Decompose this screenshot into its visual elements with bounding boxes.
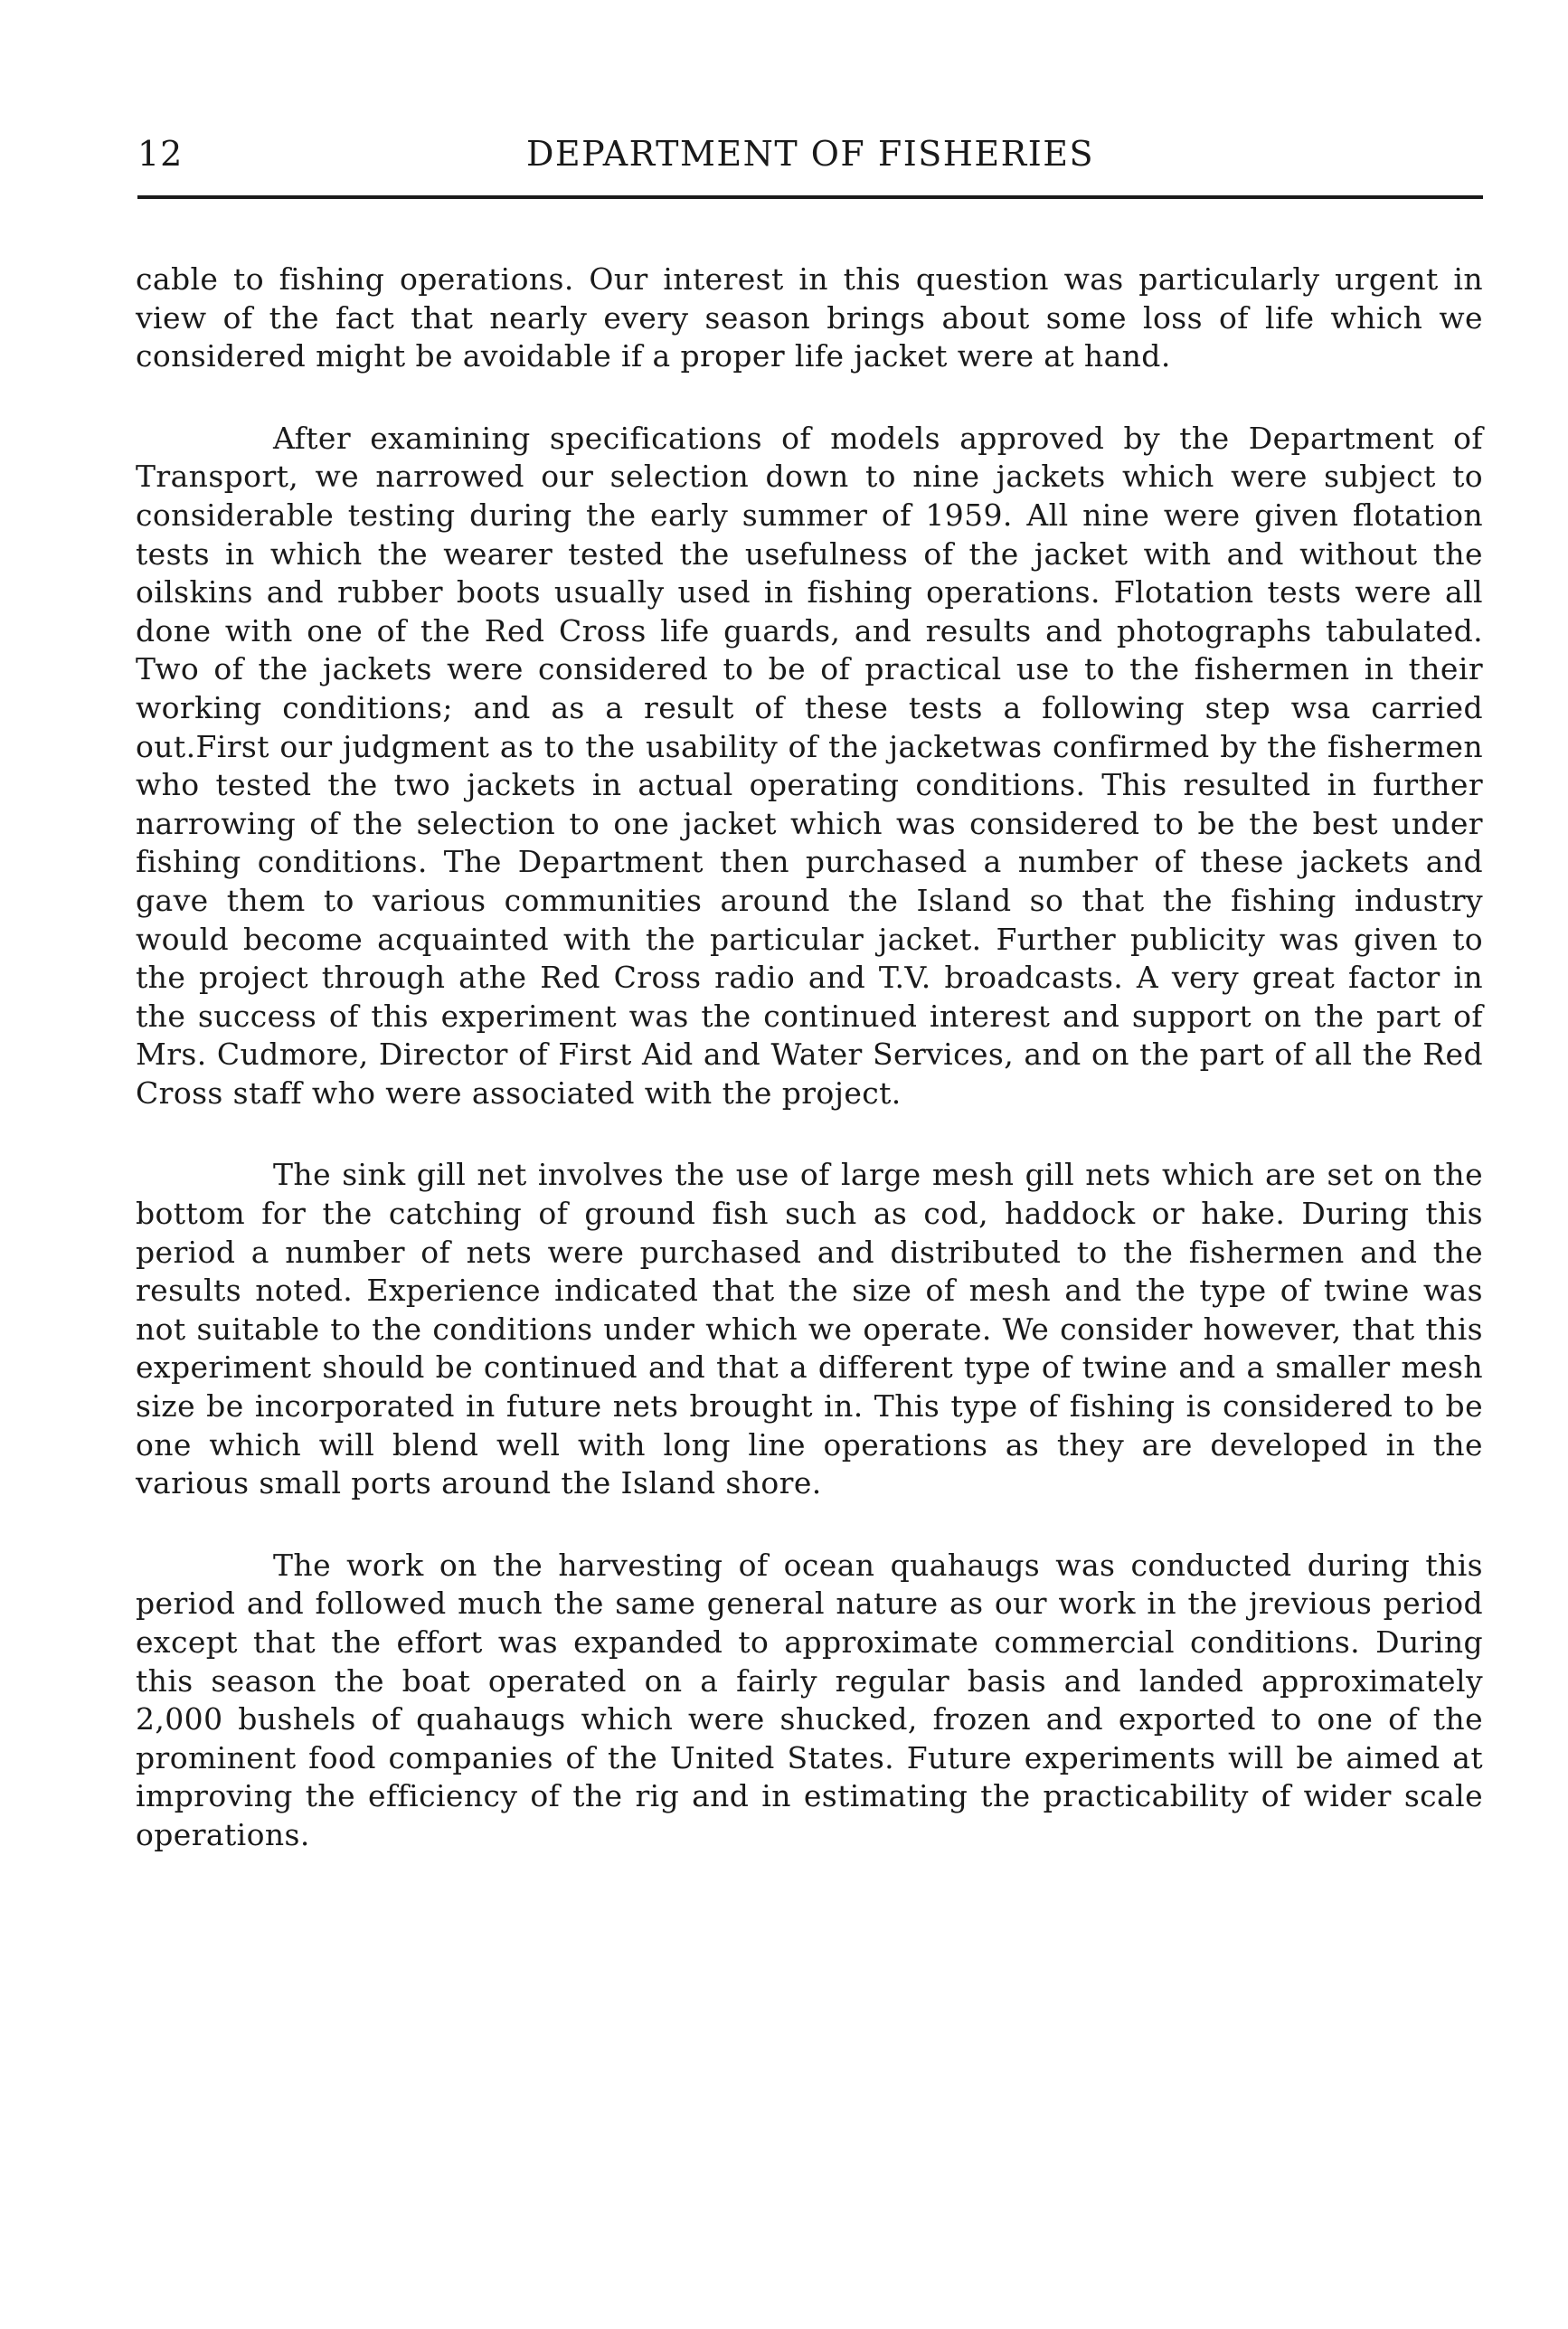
paragraph-sink-gill-net: The sink gill net involves the use of large mesh gill nets which are set on the bottom for the catching of ground fish such as cod, haddock or hake. During this period a number of nets were purchased and distributed to the fishermen and the results noted. Experience indicated that the size of mesh and the type of twine was not suitable to the conditions under which we operate. We consider however, that this experiment should be continued and that a different type of twine and a smaller mesh size be incorporated in future nets brought in. This type of fishing is considered to be one which will blend well with long line operations as they are developed in the various small ports around the Island shore. bbox=[136, 1157, 1483, 1501]
header-rule bbox=[137, 195, 1483, 199]
paragraph-life-jacket-tests: After examining specifications of models approved by the Department of Transport, we narrowed our selection down to nine jackets which were subject to considerable testing during the early summer of 1959. All nine were given flotation tests in which the wearer tested the usefulness of the jacket with and without the oilskins and rubber boots usually used in fishing operations. Flotation tests were all done with one of the Red Cross life guards, and results and photographs tabulated. Two of the jackets were considered to be of practical use to the fishermen in their working conditions; and as a result of these tests a following step wsa carried out.First our judgment as to the usability of the jacketwas confirmed by the fishermen who tested the two jackets in actual operating conditions. This resulted in further narrowing of the selection to one jacket which was considered to be the best under fishing conditions. The Department then purchased a number of these jackets and gave them to various communities around the Island so that the fishing industry would become acquainted with the particular jacket. Further publicity was given to the project through athe Red Cross radio and T.V. broadcasts. A very great factor in the success of this experiment was the continued interest and support on the part of Mrs. Cudmore, Director of First Aid and Water Services, and on the part of all the Red Cross staff who were associated with the project. bbox=[136, 420, 1483, 1111]
page-header bbox=[137, 127, 1483, 181]
paragraph-ocean-quahaugs: The work on the harvesting of ocean quahaugs was conducted during this period and followed much the same general nature as our work in the jrevious period except that the effort was expanded to approximate commercial conditions. During this season the boat operated on a fairly regular basis and landed approximately 2,000 bushels of quahaugs which were shucked, frozen and exported to one of the prominent food companies of the United States. Future experiments will be aimed at improving the efficiency of the rig and in estimating the practicability of wider scale operations. bbox=[136, 1547, 1483, 1852]
paragraph-life-jacket-intro: cable to fishing operations. Our interest in this question was particularly urgent in view of the fact that nearly every season brings about some loss of life which we considered might be avoidable if a proper life jacket were at hand. bbox=[136, 261, 1483, 374]
body-text bbox=[136, 260, 1483, 1898]
running-title: DEPARTMENT OF FISHERIES bbox=[525, 134, 1095, 174]
page-number: 12 bbox=[137, 134, 184, 174]
